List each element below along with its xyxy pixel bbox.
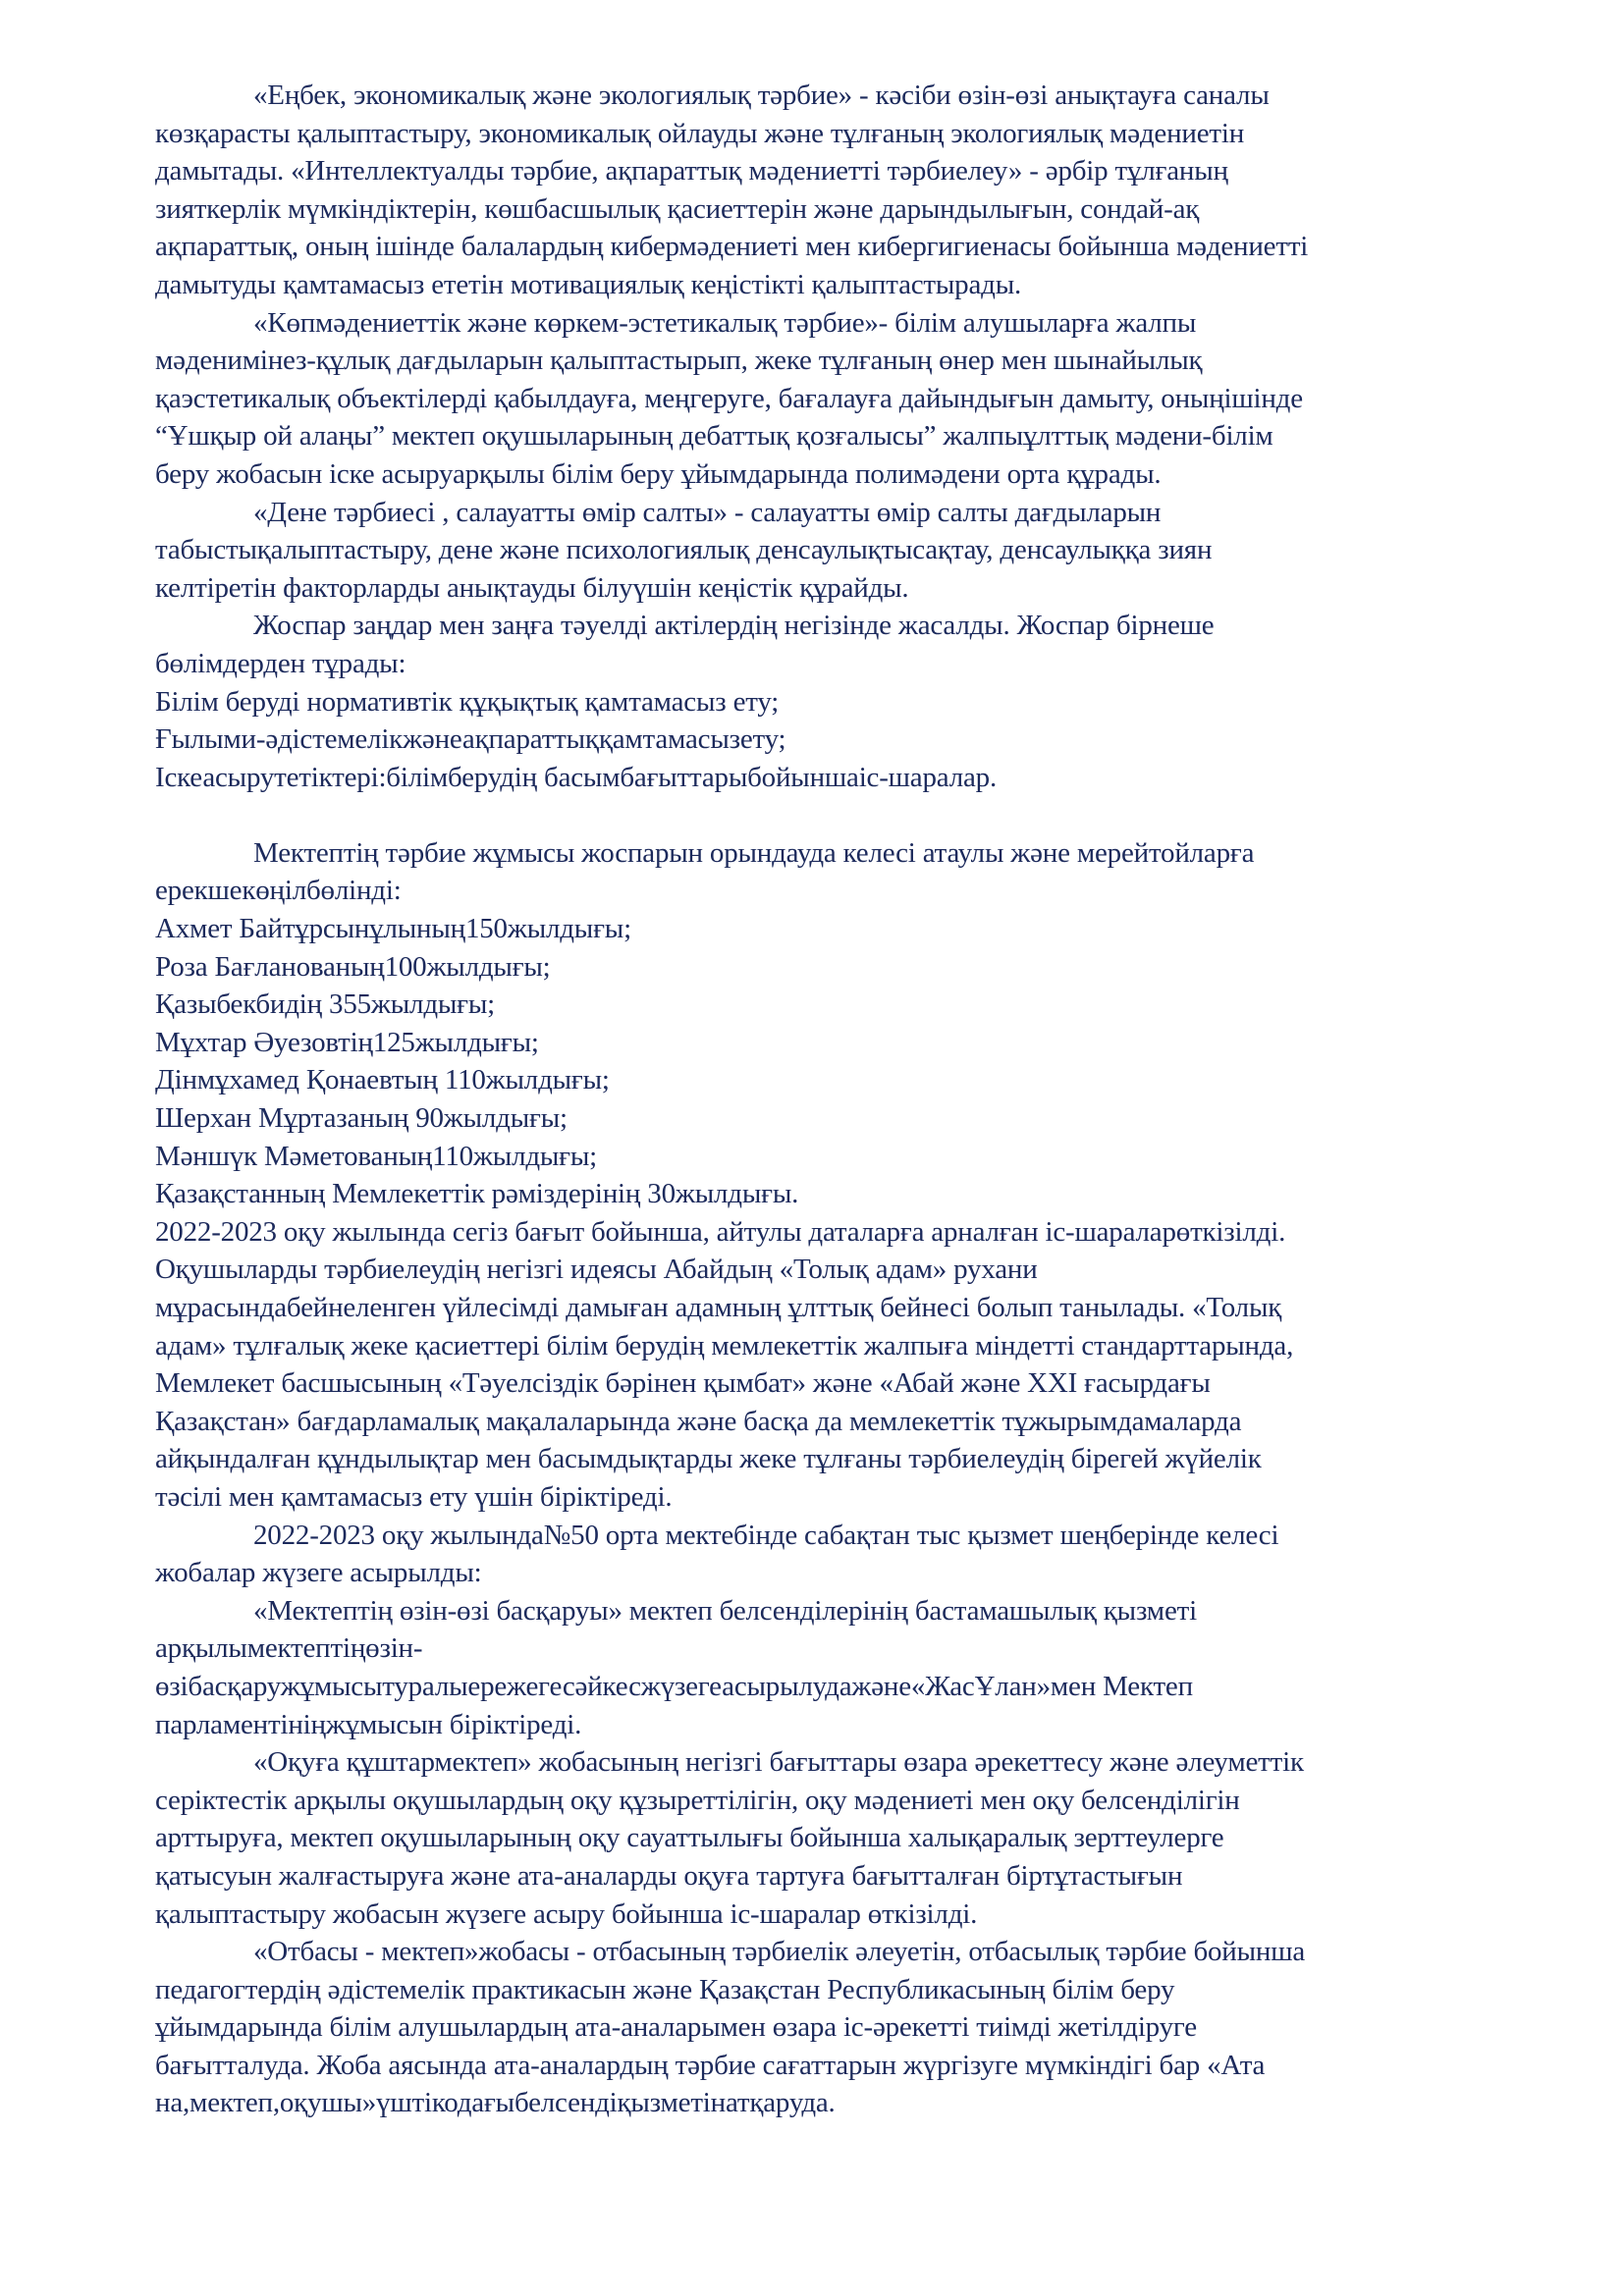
text-line: 2022-2023 оқу жылында сегіз бағыт бойынша, айтулы даталарға арналған іс-шараларөткізілді. <box>155 1215 1286 1248</box>
text-line: жобалар жүзеге асырылды: <box>155 1557 482 1589</box>
text-line: Қазақстан» бағдарламалық мақалаларында және басқа да мемлекеттік тұжырымдамаларда <box>155 1405 1242 1437</box>
text-line: арттыруға, мектеп оқушыларының оқу сауаттылығы бойынша халықаралық зерттеулерге <box>155 1822 1224 1854</box>
text-line: “Ұшқыр ой алаңы” мектеп оқушыларының дебаттық қозғалысы” жалпыұлттық мәдени-білім <box>155 420 1273 453</box>
paragraph <box>155 683 1569 797</box>
text-line: Мемлекет басшысының «Тәуелсіздік бәрінен қымбат» және «Абай және XXI ғасырдағы <box>155 1367 1211 1400</box>
text-line: Мәншүк Мәметованың110жылдығы; <box>155 1140 598 1172</box>
paragraph <box>155 494 1569 608</box>
paragraph <box>155 77 1569 304</box>
text-line: Дінмұхамед Қонаевтың 110жылдығы; <box>155 1064 610 1096</box>
paragraph <box>155 1933 1569 2122</box>
text-line: ұйымдарында білім алушылардың ата-аналарымен өзара іс-әрекетті тиімді жетілдіруге <box>155 2011 1197 2044</box>
text-line: Мектептің тәрбие жұмысы жоспарын орындауда келесі атаулы және мерейтойларға <box>253 836 1255 869</box>
text-line: «Оқуға құштармектеп» жобасының негізгі бағыттары өзара әрекеттесу және әлеуметтік <box>253 1746 1304 1779</box>
text-line: келтіретін факторларды анықтауды білуүшін кеңістік құрайды. <box>155 571 909 604</box>
text-line: тәсілі мен қамтамасыз ету үшін біріктіреді. <box>155 1480 673 1513</box>
text-line: «Көпмәдениеттік және көркем-эстетикалық тәрбие»- білім алушыларға жалпы <box>253 306 1197 339</box>
document-page <box>155 77 1569 2122</box>
text-line: мұрасындабейнеленген үйлесімді дамыған адамның ұлттық бейнесі болып танылады. «Толық <box>155 1292 1282 1323</box>
text-line: дамытуды қамтамасыз ететін мотивациялық кеңістікті қалыптастырады. <box>155 268 1022 300</box>
text-line: дамытады. «Интеллектуалды тәрбие, ақпараттық мәдениетті тәрбиелеу» - әрбір тұлғаның <box>155 155 1228 187</box>
text-line: ақпараттық, оның ішінде балалардың кибермәдениеті мен кибергигиенасы бойынша мәдениетті <box>155 231 1309 263</box>
paragraph <box>155 910 1569 1517</box>
text-line: Жоспар заңдар мен заңға тәуелді актілердің негізінде жасалды. Жоспар бірнеше <box>253 610 1215 642</box>
text-line: Іскеасырутетіктері:білімберудің басымбағыттарыбойыншаіс-шаралар. <box>155 761 998 793</box>
text-line: бөлімдерден тұрады: <box>155 647 406 679</box>
text-line: Роза Бағланованың100жылдығы; <box>155 950 551 983</box>
paragraph <box>155 1743 1569 1933</box>
paragraph <box>155 1517 1569 1592</box>
text-line: Ахмет Байтұрсынұлының150жылдығы; <box>155 913 631 945</box>
text-line: «Мектептің өзін-өзі басқаруы» мектеп белсенділерінің бастамашылық қызметі <box>253 1594 1197 1627</box>
text-line: Қазақстанның Мемлекеттік рәміздерінің 30жылдығы. <box>155 1178 799 1210</box>
text-line: «Дене тәрбиесі , салауатты өмір салты» - салауатты өмір салты дағдыларын <box>253 496 1162 528</box>
paragraph <box>155 607 1569 682</box>
text-line: Оқушыларды тәрбиелеудің негізгі идеясы Абайдың «Толық адам» рухани <box>155 1254 1038 1286</box>
text-line: Мұхтар Әуезовтің125жылдығы; <box>155 1026 539 1058</box>
text-line: беру жобасын іске асыруарқылы білім беру ұйымдарында полимәдени орта құрады. <box>155 457 1162 490</box>
text-line: қатысуын жалғастыруға және ата-аналарды оқуға тартуға бағытталған біртұтастығын <box>155 1859 1183 1892</box>
text-line: на,мектеп,оқушы»үштікодағыбелсендіқызметінатқаруда. <box>155 2087 836 2119</box>
text-line: «Отбасы - мектеп»жобасы - отбасының тәрбиелік әлеуетін, отбасылық тәрбие бойынша <box>253 1936 1306 1968</box>
text-line: көзқарасты қалыптастыру, экономикалық ойлауды және тұлғаның экологиялық мәдениетін <box>155 117 1245 149</box>
paragraph <box>155 304 1569 494</box>
text-line: табыстықалыптастыру, дене және психологиялық денсаулықтысақтау, денсаулыққа зиян <box>155 534 1213 566</box>
text-line: зияткерлік мүмкіндіктерін, көшбасшылық қасиеттерін және дарындылығын, сондай-ақ <box>155 192 1200 225</box>
text-line: мәденимінез-құлық дағдыларын қалыптастырып, жеке тұлғаның өнер мен шынайылық <box>155 345 1203 377</box>
text-line: бағытталуда. Жоба аясында ата-аналардың тәрбие сағаттарын жүргізуге мүмкіндігі бар «Ата <box>155 2049 1266 2081</box>
blank-line <box>155 796 1569 834</box>
text-line: айқындалған құндылықтар мен басымдықтарды жеке тұлғаны тәрбиелеудің бірегей жүйелік <box>155 1443 1262 1475</box>
text-line: арқылымектептіңөзін- <box>155 1632 423 1665</box>
text-line: 2022-2023 оқу жылында№50 орта мектебінде сабақтан тыс қызмет шеңберінде келесі <box>253 1519 1279 1551</box>
text-line: педагогтердің әдістемелік практикасын және Қазақстан Республикасының білім беру <box>155 1973 1175 2005</box>
text-line: ерекшекөңілбөлінді: <box>155 875 402 907</box>
text-line: Шерхан Мұртазаның 90жылдығы; <box>155 1102 568 1135</box>
text-line: парламентініңжұмысын біріктіреді. <box>155 1708 582 1740</box>
text-line: Білім беруді нормативтік құқықтық қамтамасыз ету; <box>155 685 780 718</box>
text-line: қаэстетикалық объектілерді қабылдауға, меңгеруге, бағалауға дайындығын дамыту, оныңішінде <box>155 382 1303 414</box>
text-line: адам» тұлғалық жеке қасиеттері білім берудің мемлекеттік жалпыға міндетті стандарттарында, <box>155 1329 1294 1362</box>
text-line: Ғылыми-әдістемелікжәнеақпараттыққамтамасызету; <box>155 723 786 756</box>
text-line: өзібасқаружұмысытуралыережегесәйкесжүзегеасырылудажәне«ЖасҰлан»мен Мектеп <box>155 1670 1193 1702</box>
text-line: серіктестік арқылы оқушылардың оқу құзыреттілігін, оқу мәдениеті мен оқу белсенділігін <box>155 1784 1240 1816</box>
paragraph <box>155 834 1569 910</box>
text-line: қалыптастыру жобасын жүзеге асыру бойынша іс-шаралар өткізілді. <box>155 1897 978 1930</box>
text-line: «Еңбек, экономикалық және экологиялық тәрбие» - кәсіби өзін-өзі анықтауға саналы <box>253 80 1270 111</box>
text-line: Қазыбекбидің 355жылдығы; <box>155 988 495 1021</box>
paragraph <box>155 1592 1569 1743</box>
